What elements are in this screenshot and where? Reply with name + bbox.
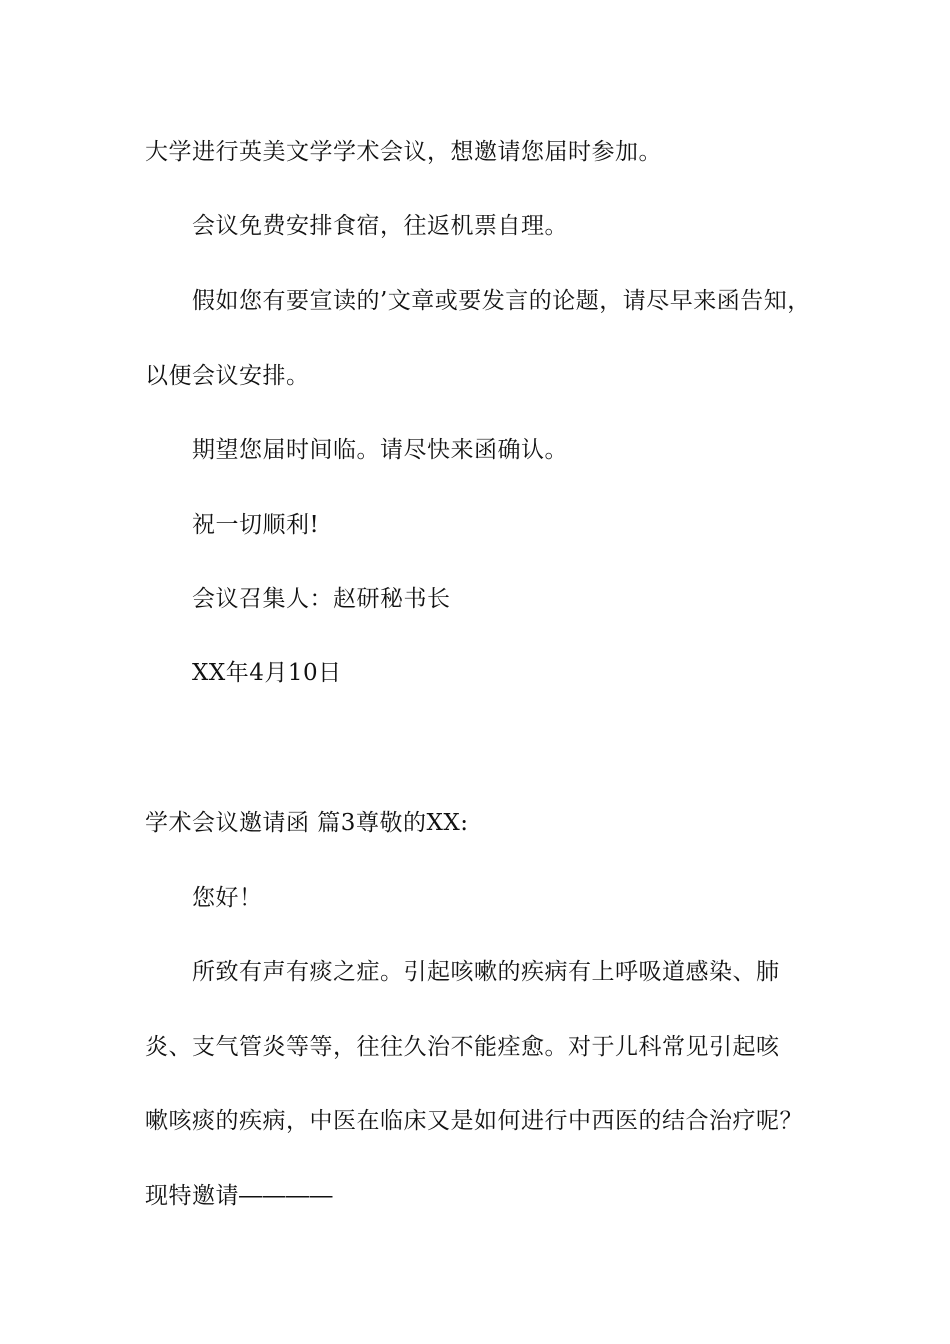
- section-heading: 学术会议邀请函 篇3尊敬的XX:: [145, 810, 469, 836]
- body-line-3: 嗽咳痰的疾病，中医在临床又是如何进行中西医的结合治疗呢？: [145, 1108, 803, 1134]
- paragraph-papers-line-1: 假如您有要宣读的’文章或要发言的论题，请尽早来函告知，: [192, 288, 811, 314]
- signer: 会议召集人：赵研秘书长: [192, 586, 451, 612]
- closing-wish: 祝一切顺利!: [192, 512, 320, 538]
- body-line-4: 现特邀请――――: [145, 1183, 333, 1209]
- greeting: 您好！: [192, 885, 263, 911]
- letter-date: XX年4月10日: [192, 660, 342, 686]
- body-line-1: 所致有声有痰之症。引起咳嗽的疾病有上呼吸道感染、肺: [192, 959, 780, 985]
- paragraph-continuation: 大学进行英美文学学术会议，想邀请您届时参加。: [145, 139, 662, 165]
- paragraph-accommodation: 会议免费安排食宿，往返机票自理。: [192, 213, 568, 239]
- paragraph-confirmation: 期望您届时间临。请尽快来函确认。: [192, 437, 568, 463]
- paragraph-papers-line-2: 以便会议安排。: [145, 363, 310, 389]
- body-line-2: 炎、支气管炎等等，往往久治不能痊愈。对于儿科常见引起咳: [145, 1034, 780, 1060]
